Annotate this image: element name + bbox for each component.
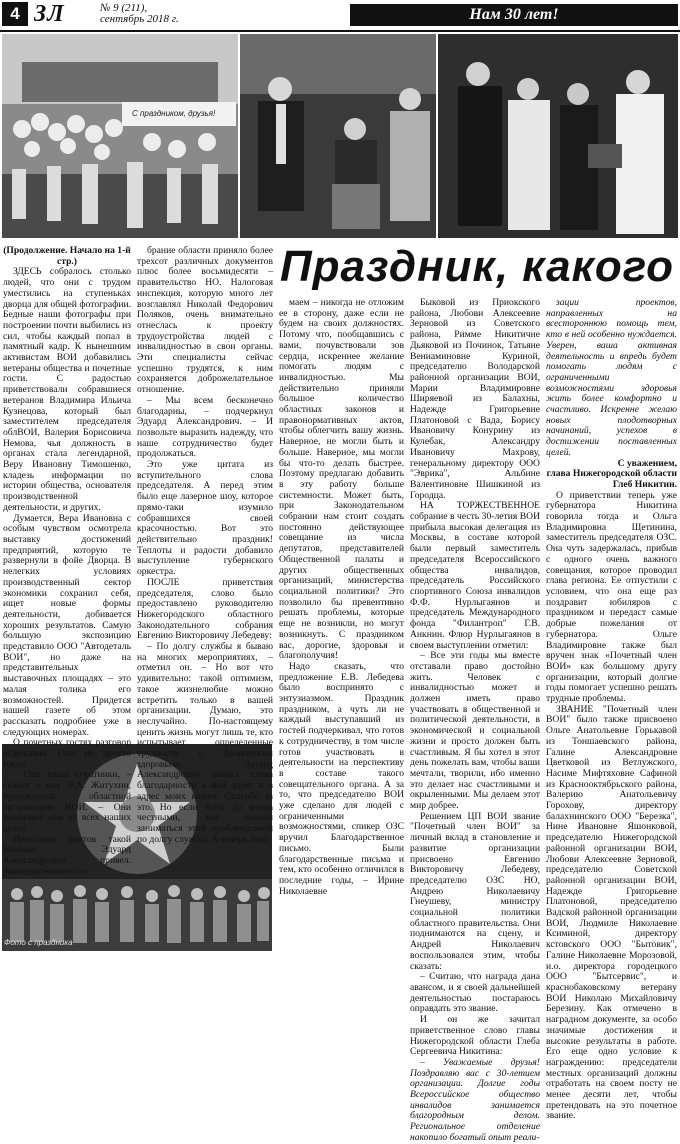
paragraph: Решением ЦП ВОИ звание "Почетный член ВОИ" за личный вклад в становление и развитие организации присвоено Евгению Викторовичу Лебедеву, председателю ОЗС НО, Андрею Николаевичу Гнеушеву, министру социальной политики областного правительства. Они поднимаются на сцену, и Андрей Николаевич воспользовался этим, чтобы сказать:: [410, 810, 540, 972]
paragraph: – Мы всем бесконечно благодарны, – подчеркнул Эдуард Александрович. – И позвольте выразить надежду, что наше сотрудничество будет продолжаться.: [137, 394, 273, 460]
article-column-1: [3, 245, 131, 877]
page-header: [0, 0, 680, 32]
paragraph: Это уже цитата из вступительного слова председателя. А перед этим было еще лазерное шоу, которое прямо-таки изумило собравшихся своей красочностью. Вот это действительно праздник! Теплоты и радости добавило выступление губернского оркестра.: [137, 459, 273, 578]
paragraph: Несколько фактов такой помощи Эдуард Александрович привел. Законодательное со-: [3, 833, 131, 877]
paragraph: Надо сказать, что предложение Е.В. Лебедева было воспринято с энтузиазмом. Праздник праздником, а чуть ли не каждый выступавший из гостей подчеркивал, что готов к сотрудничеству, в том числе готов участвовать в деятельности на перспективу в составе такого совещательного органа. А за то, что председателю ВОИ уже сделано для людей с ограниченными возможностями, спикер ОЗС вручил Благодарственное письмо. Были благодарственные письма и тем, кто особенно отличился в последние годы, – Ирине Николаевне: [279, 660, 404, 897]
article-column-3: [279, 297, 404, 897]
photo-sign-text: С праздником, друзья!: [132, 109, 216, 118]
paragraph: брание области приняло более трехсот различных документов плюс более восьмидесяти – правительство НО. Налоговая инспекция, которую много лет возглавлял Николай Федорович Поляков, очень внимательно отнеслась к проекту трудоустройства людей с инвалидностью в свои органы. Эти специалисты сейчас успешно трудятся, к ним сохраняется доброжелательное отношение.: [137, 245, 273, 396]
article-column-2: [137, 245, 273, 845]
photo-caption: Фото с праздника: [4, 938, 73, 947]
signature-name: глава Нижегородской области Глеб Никитин.: [546, 468, 677, 490]
page-number: 4: [2, 2, 28, 26]
newspaper-logo: ЗЛ: [34, 1, 65, 27]
issue-number: № 9 (211),: [100, 2, 148, 14]
paragraph: – Считаю, что награда дана авансом, и я своей дальнейшей деятельностью постараюсь оправдать это звание.: [410, 971, 540, 1015]
paragraph: – Уважаемые друзья! Поздравляю вас с 30-летием организации. Долгие годы Всероссийское общество инвалидов занимается благородным делом. Региональное отделение накопило богатый опыт реали-: [410, 1056, 540, 1143]
photo-balloons-crowd: [2, 34, 238, 238]
signature-line: С уважением,: [617, 457, 677, 469]
photo-balloons-crowd-image: [2, 34, 238, 238]
paragraph: Думается, Вера Ивановна с особым чувством осмотрела выставку достижений предприятий, которую те развернули в фойе Дворца. В нелегких условиях производственный сектор экономики сохранил себя, ищет новые формы деятельности, добивается хороших результатов. Самую большую экспозицию представило ООО "Автодеталь ВОИ", но даже на представительных выставочных площадях – это малая толика его возможностей. Придется нашей газете об этом рассказать подробнее уже в следующих номерах.: [3, 512, 131, 738]
paragraph: ЗДЕСЬ собралось столько людей, что они с трудом уместились на ступеньках дворца для общей фотографии. Бедные наши фотографы при построении почти выбились из сил, чтобы каждый попал в памятный кадр. К нынешним активистам ВОИ добавились ветераны общества и почетные гости. С радостью приветствовали собравшиеся ветеранов Владимира Ильича Кузнецова, который был заместителем председателя облВОИ, Валерия Борисовича Немова, чья должность в органах стала легендарной, Веру Ивановну Тимошенко, кладезь информации по истории общества, основателя производственной деятельности, и других.: [3, 266, 131, 513]
paragraph: ПОСЛЕ приветствия председателя, слово было предоставлено руководителю Нижегородского областного Законодательного собрания Евгению Викторовичу Лебедеву:: [137, 576, 273, 642]
photo-speaker-podium: [240, 34, 436, 238]
section-banner: Нам 30 лет!: [350, 4, 678, 26]
issue-info: [100, 3, 179, 25]
article-column-5: [546, 297, 677, 1122]
paragraph: Быковой из Приокского района, Любови Алексеевне Зерновой из Советского района, Римме Никитичне Дьяковой из Починок, Татьяне Вениаминовне Куриной, председателю Володарской районной организации ВОИ, Марии Владимировне Ширяевой из Балахны, Надежде Григорьевне Платоновой с Вада, Борису Ивановичу Конурину из Кулебак, Александру Ивановичу Махрову, генеральному директору ООО "Эврика", Альбине Валентиновне Шишкиной из Городца.: [410, 297, 540, 501]
paragraph: О приветствии теперь уже губернатора Никитина говорила тогда и Ольга Владимировна Щетинина, заместитель председателя ОЗС. Она чуть задержалась, прибыв с одного очень важного совещания, которое проводил глава региона. Ее отпустили с условием, что она еще раз поздравит юбиляров с праздником и передаст самые добрые пожелания от губернатора. Ольге Владимировне также был вручен знак «Почетный член ВОИ» как большому другу организации, который долгие годы помогает успешно решать трудные проблемы.: [546, 489, 677, 705]
photo-speaker-podium-image: [240, 34, 436, 238]
paragraph: зации проектов, направленных на всестороннюю помощь тем, кто в ней особенно нуждается. Уверен, ваша активная деятельность и впредь будет помогать людям с ограниченными возможностями здоровья жить более комфортно и счастливо. Искренне желаю новых плодотворных начинаний, успехов в достижении поставленных целей.: [546, 297, 677, 458]
paragraph: – Они наши соратники, – сказал о них Э.А. Житухин, председатель областной организации ВОИ. – Они помогают нам во всех наших делах.: [3, 769, 131, 834]
paragraph: маем – никогда не отложим ее в сторону, даже если не будем на своих должностях. Потому что, пообщавшись с вами, почувствовали зов сердца, искреннее желание помогать людям с инвалидностью. Мы действительно приняли большое количество областных законов и правонормативных актов, чтобы облегчить вашу жизнь. Наверное, не могли быть и больше. Наверное, мы могли бы что-то делать быстрее. Поэтому предлагаю добавить в эту работу больше системности. Может быть, при Законодательном собрании нам стоит создать постоянно действующее совещание из числа депутатов, представителей Общественной палаты и других общественных организаций, министерства социальной политики? Это позволило бы превентивно решать проблемы, которые еще не возникли, но могут возникнуть. С праздником вас, дорогие, здоровья и благополучия!: [279, 297, 404, 662]
continuation-note: (Продолжение. Начало на 1-й стр.): [3, 245, 131, 267]
paragraph: И он же зачитал приветственное слово главы Нижегородской области Глеба Сергеевича Никитина:: [410, 1014, 540, 1058]
article-headline: Праздник, какого: [280, 242, 675, 291]
photo-award-handshake-image: [438, 34, 678, 238]
article-column-4: [410, 297, 540, 1143]
photo-award-handshake: [438, 34, 678, 238]
paragraph: – По долгу службы я бываю на многих мероприятиях, – отметил он. – Но вот что удивительно: такой оптимизм, такое жизнелюбие можно встретить только в вашей организации. Думаю, это неслучайно. По-настоящему ценить жизнь могут лишь те, кто испытывает определенные трудности с физическим здоровьем. Эдуард Александрович сказал слова благодарности в мой адрес и в адрес моих коллег. Спасибо за это. Но если быть до конца честными, мы начали заниматься этой проблематикой по долгу службы. А теперь поні-: [137, 641, 273, 845]
issue-date: сентябрь 2018 г.: [100, 13, 179, 25]
paragraph: О почетных гостях разговор отдельный. Они не просто гости.: [3, 737, 131, 770]
paragraph: – Все эти годы мы вместе отставали право достойно жить. Человек с инвалидностью может и должен иметь право участвовать в общественной и политической деятельности, в экономической и социальной жизни и просто должен быть счастливым. Я бы хотел в этот день пожелать вам, чтобы ваши мечтали, творили, ибо именно это делает нас счастливыми и окрыленными. Мы делаем этот мир добрее.: [410, 650, 540, 812]
paragraph: ЗВАНИЕ "Почетный член ВОИ" было также присвоено Ольге Анатольевне Горькавой из Тоншаевского района, Галине Александровне Цветковой из Ветлужского, Насиме Мифтяховне Сафиной из Краснооктябрьского района, Валерию Анатольевичу Горохову, директору балахнинского ООО "Березка", Нине Ивановне Яшонковой, председателю Нижегородской районной организации ВОИ, Любови Алексеевне Зерновой, председателю Советской районной организации ВОИ, Надежде Григорьевне Платоновой, председателю Вадской районной организации ВОИ, Людмиле Николаевне Ксиминой, директору кстовского ООО "Бытовик", Галине Николаевне Морозовой, и.о. директора городецкого ООО "Бытсервис", и краснобаковскому ветерану ВОИ Николаю Михайловичу Березину. Как отмечено в наградном документе, за особо значимые достижения и высокие результаты в работе. Его еще одно условие к награждению: председатели местных организаций должны отработать на своем посту не менее десяти лет, чтобы претендовать на это почетное звание.: [546, 703, 677, 1122]
paragraph: НА ТОРЖЕСТВЕННОЕ собрание в честь 30-летия ВОИ прибыла высокая делегация из Москвы, в составе которой были первый заместитель председателя Всероссийского общества инвалидов, председатель Российского спортивного Союза инвалидов Ф.Ф. Нурлыгаянов и председатель Международного фонда "Филантроп" Г.В. Анкнин. Флюр Нурлыгаянов в своем выступлении отметил:: [410, 500, 540, 651]
